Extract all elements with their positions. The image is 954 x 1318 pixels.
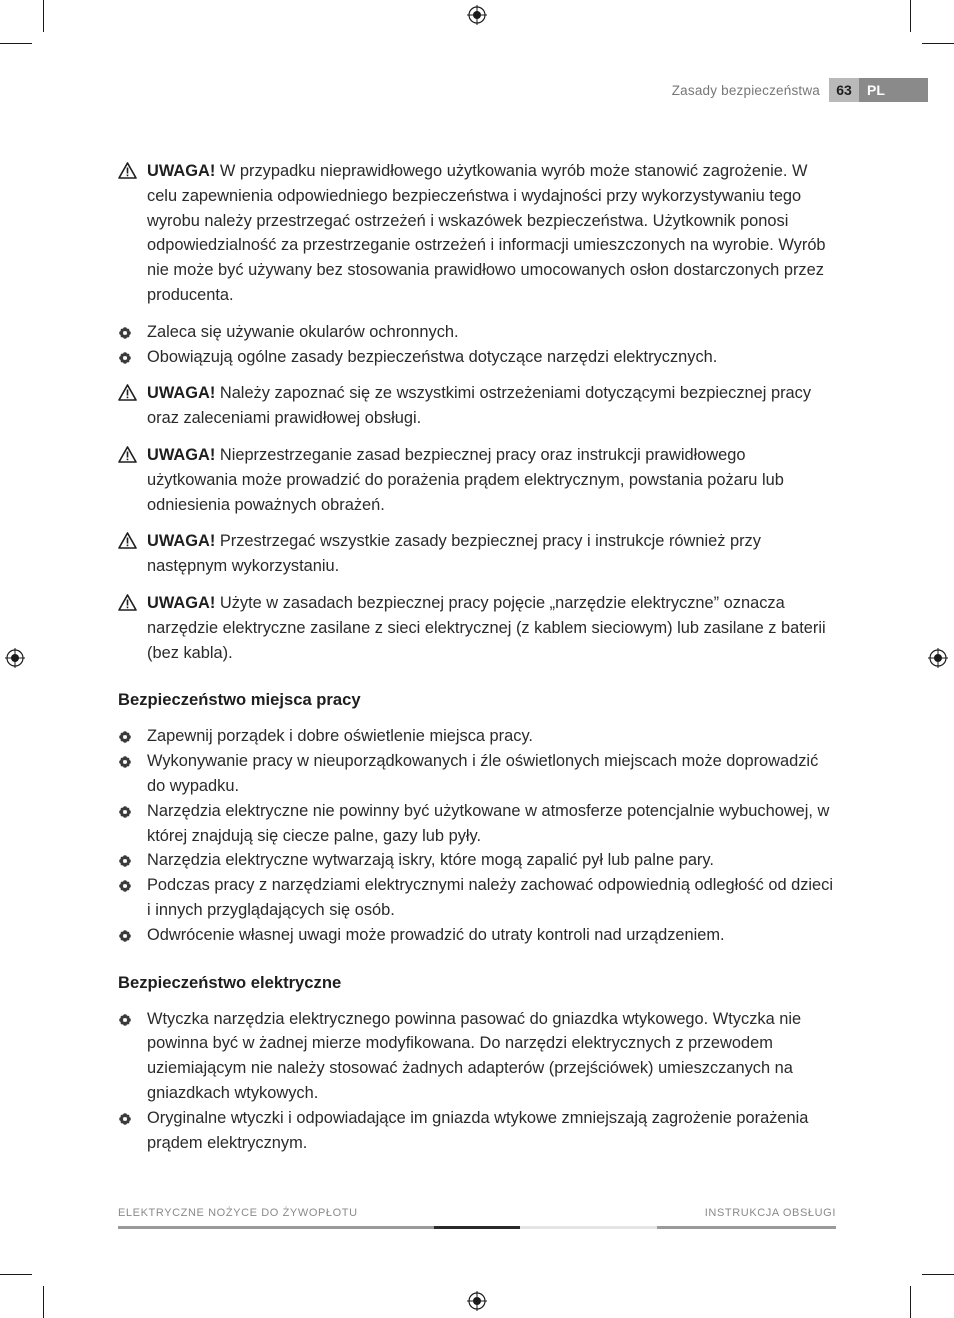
list-item-text: Oryginalne wtyczki i odpowiadające im gniazda wtykowe zmniejszają zagrożenie porażenia prądem elektrycznym. (147, 1108, 809, 1152)
crop-mark (0, 1274, 32, 1275)
warning-text: Przestrzegać wszystkie zasady bezpiecznej pracy i instrukcje również przy następnym wykorzystaniu. (147, 532, 761, 576)
flower-bullet-icon (119, 352, 131, 364)
footer-product-name: ELEKTRYCZNE NOŻYCE DO ŻYWOPŁOTU (118, 1207, 358, 1219)
section-heading: Bezpieczeństwo elektryczne (118, 972, 342, 992)
list-item (118, 1106, 838, 1156)
page-number: 63 (829, 78, 859, 102)
list-item (118, 799, 838, 849)
registration-mark-icon (5, 648, 25, 668)
flower-bullet-icon (119, 806, 131, 818)
crop-mark (922, 1274, 954, 1275)
warning-paragraph (118, 443, 838, 517)
workplace-safety-list (118, 724, 838, 947)
page-content (118, 159, 838, 1167)
list-item (118, 345, 838, 370)
footer-document-type: INSTRUKCJA OBSŁUGI (704, 1207, 836, 1219)
list-item (118, 724, 838, 749)
warning-label: UWAGA! (147, 532, 216, 551)
warning-text: Nieprzestrzeganie zasad bezpiecznej pracy oraz instrukcji prawidłowego użytkowania może prowadzić do porażenia prądem elektrycznym, powstania pożaru lub odniesienia poważnych obrażeń. (147, 445, 784, 514)
list-item (118, 320, 838, 345)
warning-triangle-icon (118, 532, 137, 549)
flower-bullet-icon (119, 880, 131, 892)
flower-bullet-icon (119, 327, 131, 339)
general-bullet-list (118, 320, 838, 370)
warning-label: UWAGA! (147, 162, 216, 180)
warning-triangle-icon (118, 384, 137, 401)
warning-paragraph (118, 529, 838, 579)
list-item (118, 848, 838, 873)
list-item-text: Wtyczka narzędzia elektrycznego powinna pasować do gniazdka wtykowego. Wtyczka nie powinna być w żadnej mierze modyfikowana. Do narzędzi elektrycznych z przewodem uziemiającym nie należy stosować żadnych adapterów (przejściówek) umieszczanych na gniazdkach wtykowych. (147, 1009, 802, 1102)
page-header (672, 78, 928, 102)
list-item (118, 873, 838, 923)
warning-paragraph (118, 159, 838, 308)
list-item-text: Zapewnij porządek i dobre oświetlenie miejsca pracy. (147, 727, 533, 746)
list-item-text: Wykonywanie pracy w nieuporządkowanych i źle oświetlonych miejscach może doprowadzić do wypadku. (147, 752, 819, 795)
list-item (118, 1007, 838, 1106)
crop-mark (910, 1286, 911, 1318)
crop-mark (0, 43, 32, 44)
flower-bullet-icon (119, 1113, 131, 1125)
flower-bullet-icon (119, 731, 131, 743)
footer-divider (118, 1226, 836, 1229)
crop-mark (43, 0, 44, 32)
list-item-text: Podczas pracy z narzędziami elektrycznymi należy zachować odpowiednią odległość od dzieci i innych przyglądających się osób. (147, 876, 834, 919)
list-item-text: Zaleca się używanie okularów ochronnych. (147, 322, 459, 341)
list-item-text: Obowiązują ogólne zasady bezpieczeństwa dotyczące narzędzi elektrycznych. (147, 347, 718, 366)
flower-bullet-icon (119, 1014, 131, 1026)
warning-label: UWAGA! (147, 593, 216, 612)
warning-triangle-icon (118, 594, 137, 611)
registration-mark-icon (467, 5, 487, 25)
warning-text: Użyte w zasadach bezpiecznej pracy pojęcie „narzędzie elektryczne” oznacza narzędzie elektryczne zasilane z sieci elektrycznej (z kablem sieciowym) lub zasilane z baterii (bez kabla). (147, 593, 826, 662)
flower-bullet-icon (119, 855, 131, 867)
section-title: Zasady bezpieczeństwa (671, 82, 820, 98)
warning-paragraph (118, 591, 838, 665)
section-heading: Bezpieczeństwo miejsca pracy (118, 690, 361, 710)
list-item (118, 923, 838, 948)
warning-label: UWAGA! (147, 445, 216, 464)
list-item (118, 749, 838, 799)
crop-mark (43, 1286, 44, 1318)
crop-mark (910, 0, 911, 32)
list-item-text: Odwrócenie własnej uwagi może prowadzić do utraty kontroli nad urządzeniem. (147, 925, 725, 944)
list-item-text: Narzędzia elektryczne nie powinny być użytkowane w atmosferze potencjalnie wybuchowej, w której znajdują się ciecze palne, gazy lub pyły. (147, 801, 830, 845)
flower-bullet-icon (119, 930, 131, 942)
crop-mark (922, 43, 954, 44)
registration-mark-icon (467, 1291, 487, 1311)
warning-text: Należy zapoznać się ze wszystkimi ostrzeżeniami dotyczącymi bezpiecznej pracy oraz zaleceniami prawidłowej obsługi. (147, 384, 812, 428)
language-badge: PL (859, 78, 928, 102)
registration-mark-icon (928, 648, 948, 668)
warning-label: UWAGA! (147, 384, 216, 403)
warning-triangle-icon (118, 446, 137, 463)
electrical-safety-list (118, 1007, 838, 1156)
flower-bullet-icon (119, 756, 131, 768)
list-item-text: Narzędzia elektryczne wytwarzają iskry, które mogą zapalić pył lub palne pary. (147, 851, 714, 870)
warning-paragraph (118, 381, 838, 431)
warning-triangle-icon (118, 162, 137, 179)
warning-text: W przypadku nieprawidłowego użytkowania wyrób może stanowić zagrożenie. W celu zapewnienia odpowiedniego bezpieczeństwa i wydajności przy wykorzystywaniu tego wyrobu należy przestrzegać ostrzeżeń i wskazówek bezpieczeństwa. Użytkownik ponosi odpowiedzialność za przestrzeganie ostrzeżeń i informacji umieszczonych na wyrobie. Wyrób nie może być używany bez stosowania prawidłowo umocowanych osłon dostarczonych przez producenta. (147, 162, 826, 304)
